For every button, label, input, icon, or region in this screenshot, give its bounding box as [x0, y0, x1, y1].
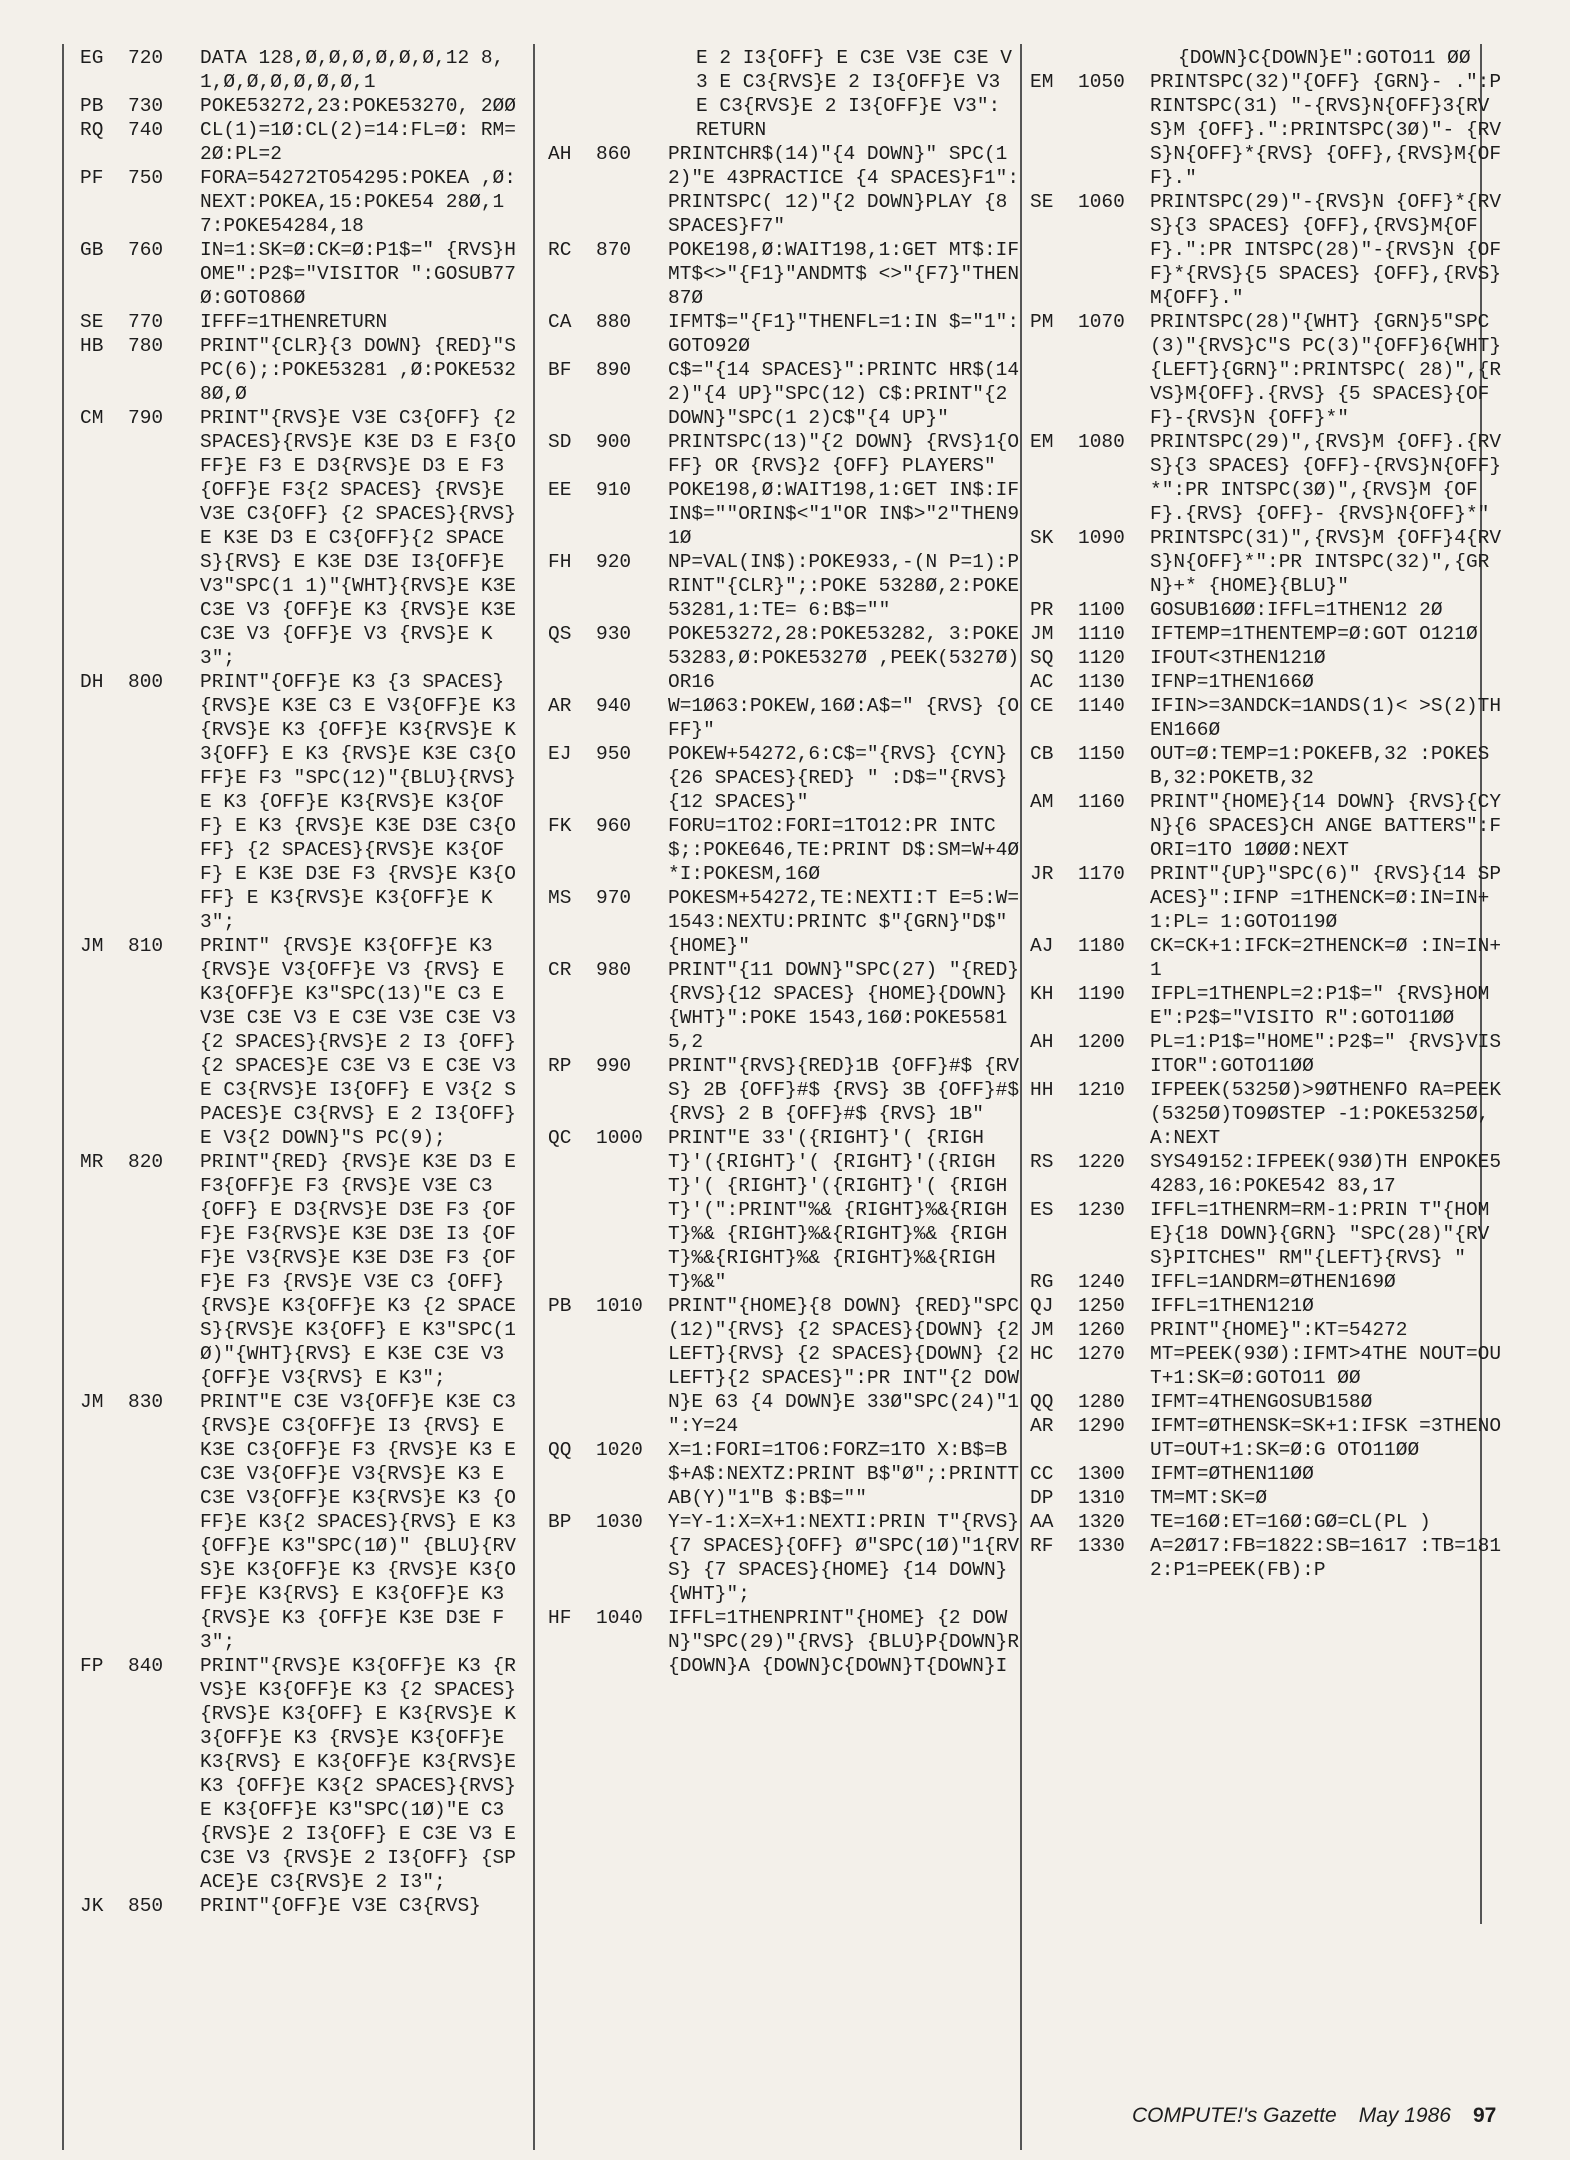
basic-code: IFFL=1THEN121Ø [1150, 1295, 1314, 1317]
line-number: 900 [596, 431, 632, 453]
listing-line [52, 934, 527, 1150]
listing-line [1030, 1270, 1510, 1294]
line-number: 1300 [1078, 1463, 1125, 1485]
basic-code: POKE198,Ø:WAIT198,1:GET IN$:IFIN$=""ORIN$<"1"OR IN$>"2"THEN91Ø [668, 479, 1020, 549]
checksum: CC [1030, 1463, 1054, 1485]
line-number: 810 [128, 935, 164, 957]
line-number: 930 [596, 623, 632, 645]
checksum: PM [1030, 311, 1054, 333]
basic-code: PL=1:P1$="HOME":P2$=" {RVS}VISITOR":GOTO11ØØ [1150, 1031, 1502, 1077]
listing-line [1030, 1150, 1510, 1198]
line-number: 1170 [1078, 863, 1125, 885]
checksum: QJ [1030, 1295, 1054, 1317]
checksum: KH [1030, 983, 1054, 1005]
line-number: 1190 [1078, 983, 1125, 1005]
checksum: CE [1030, 695, 1054, 717]
line-number: 1250 [1078, 1295, 1125, 1317]
checksum: GB [80, 239, 104, 261]
basic-code: POKE53272,28:POKE53282, 3:POKE53283,Ø:POKE5327Ø ,PEEK(5327Ø)OR16 [668, 623, 1020, 693]
basic-code: CL(1)=1Ø:CL(2)=14:FL=Ø: RM=2Ø:PL=2 [200, 119, 516, 165]
line-number: 1220 [1078, 1151, 1125, 1173]
line-number: 1050 [1078, 71, 1125, 93]
line-number: 910 [596, 479, 632, 501]
checksum: RS [1030, 1151, 1054, 1173]
basic-code: NP=VAL(IN$):POKE933,-(N P=1):PRINT"{CLR}";:POKE 5328Ø,2:POKE53281,1:TE= 6:B$="" [668, 551, 1020, 621]
issue-date: May 1986 [1358, 2104, 1451, 2127]
checksum: HF [548, 1607, 572, 1629]
listing-line [1030, 646, 1510, 670]
line-number: 830 [128, 1391, 164, 1413]
line-number: 1310 [1078, 1487, 1125, 1509]
basic-code: IFFL=1THENPRINT"{HOME} {2 DOWN}"SPC(29)"{RVS} {BLU}P{DOWN}R{DOWN}A {DOWN}C{DOWN}T{DOWN}I [668, 1607, 1020, 1677]
line-number: 1290 [1078, 1415, 1125, 1437]
listing-line [52, 670, 527, 934]
listing-line [1030, 190, 1510, 310]
checksum: AR [1030, 1415, 1054, 1437]
basic-code: PRINT"E C3E V3{OFF}E K3E C3 {RVS}E C3{OFF}E I3 {RVS} E K3E C3{OFF}E F3 {RVS}E K3 E C3E V3{OFF}E V3{RVS}E K3 E C3E V3{OFF}E K3{RVS}E K3 {OFF}E K3{2 SPACES}{RVS} E K3{OFF}E K3"SPC(1Ø)" {BLU}{RVS}E K3{OFF}E K3 {RVS}E K3{OFF}E K3{RVS} E K3{OFF}E K3{RVS}E K3 {OFF}E K3E D3E F3"; [200, 1391, 528, 1653]
listing-line [548, 430, 1023, 478]
listing-line [52, 238, 527, 310]
line-number: 1000 [596, 1127, 643, 1149]
listing-line [548, 358, 1023, 430]
basic-code: IFIN>=3ANDCK=1ANDS(1)< >S(2)THEN166Ø [1150, 695, 1502, 741]
checksum: QQ [1030, 1391, 1054, 1413]
line-number: 960 [596, 815, 632, 837]
line-number: 790 [128, 407, 164, 429]
basic-code: PRINT"{OFF}E K3 {3 SPACES}{RVS}E K3E C3 E V3{OFF}E K3 {RVS}E K3 {OFF}E K3{RVS}E K3{OFF} E K3 {RVS}E K3E C3{OFF}E F3 "SPC(12)"{BLU}{RVS}E K3 {OFF}E K3{RVS}E K3{OFF} E K3 {RVS}E K3E D3E C3{OFF} {2 SPACES}{RVS}E K3{OFF} E K3E D3E F3 {RVS}E K3{OFF} E K3{RVS}E K3{OFF}E K3"; [200, 671, 528, 933]
listing-line [1030, 742, 1510, 790]
line-number: 1140 [1078, 695, 1125, 717]
listing-line [548, 478, 1023, 550]
checksum: DH [80, 671, 104, 693]
line-number: 940 [596, 695, 632, 717]
listing-line [1030, 622, 1510, 646]
listing-line [548, 310, 1023, 358]
checksum: DP [1030, 1487, 1054, 1509]
basic-code: IFPL=1THENPL=2:P1$=" {RVS}HOME":P2$="VISITO R":GOTO11ØØ [1150, 983, 1490, 1029]
line-number: 870 [596, 239, 632, 261]
line-number: 1030 [596, 1511, 643, 1533]
line-number: 840 [128, 1655, 164, 1677]
line-number: 1260 [1078, 1319, 1125, 1341]
checksum: EM [1030, 71, 1054, 93]
basic-code: PRINT" {RVS}E K3{OFF}E K3 {RVS}E V3{OFF}E V3 {RVS} E K3{OFF}E K3"SPC(13)"E C3 E V3E C3E V3 E C3E V3E C3E V3 {2 SPACES}{RVS}E 2 I3 {OFF}{2 SPACES}E C3E V3 E C3E V3 E C3{RVS}E I3{OFF} E V3{2 SPACES}E C3{RVS} E 2 I3{OFF}E V3{2 DOWN}"S PC(9); [200, 935, 528, 1149]
page-number: 97 [1472, 2104, 1497, 2127]
checksum: JM [80, 1391, 104, 1413]
line-number: 920 [596, 551, 632, 573]
listing-line [52, 46, 527, 94]
listing-line [52, 406, 527, 670]
line-number: 1090 [1078, 527, 1125, 549]
checksum: AM [1030, 791, 1054, 813]
listing-line [548, 622, 1023, 694]
checksum: QS [548, 623, 572, 645]
basic-code: IFMT=ØTHEN11ØØ [1150, 1463, 1314, 1485]
listing-line [1030, 1294, 1510, 1318]
listing-line [1030, 982, 1510, 1030]
checksum: FP [80, 1655, 104, 1677]
listing-line [52, 118, 527, 166]
listing-line [52, 166, 527, 238]
continued-line: E 2 I3{OFF} E C3E V3E C3E V3 E C3{RVS}E 2 I3{OFF}E V3 E C3{RVS}E 2 I3{OFF}E V3": RETURN [696, 47, 1012, 141]
checksum: AH [1030, 1031, 1054, 1053]
line-number: 730 [128, 95, 164, 117]
basic-code: PRINT"{RVS}E V3E C3{OFF} {2 SPACES}{RVS}E K3E D3 E F3{OFF}E F3 E D3{RVS}E D3 E F3{OFF}E F3{2 SPACES} {RVS}E V3E C3{OFF} {2 SPACES}{RVS}E K3E D3 E C3{OFF}{2 SPACES}{RVS} E K3E D3E I3{OFF}E V3"SPC(1 1)"{WHT}{RVS}E K3E C3E V3 {OFF}E K3 {RVS}E K3E C3E V3 {OFF}E V3 {RVS}E K3"; [200, 407, 528, 669]
checksum: SK [1030, 527, 1054, 549]
checksum: PR [1030, 599, 1054, 621]
listing-line [1030, 1510, 1510, 1534]
checksum: CR [548, 959, 572, 981]
line-number: 1010 [596, 1295, 643, 1317]
checksum: BP [548, 1511, 572, 1533]
line-number: 1150 [1078, 743, 1125, 765]
line-number: 970 [596, 887, 632, 909]
listing-line [548, 1294, 1031, 1438]
listing-line [1030, 526, 1510, 598]
basic-code: IFMT=4THENGOSUB158Ø [1150, 1391, 1373, 1413]
listing-line [1030, 862, 1510, 934]
line-number: 760 [128, 239, 164, 261]
listing-line [548, 694, 1023, 742]
listing-line [1030, 1462, 1510, 1486]
basic-code: PRINT"{RVS}E K3{OFF}E K3 {RVS}E K3{OFF}E K3 {2 SPACES}{RVS}E K3{OFF} E K3{RVS}E K3{OFF}E K3 {RVS}E K3{OFF}E K3{RVS} E K3{OFF}E K3{RVS}E K3 {OFF}E K3{2 SPACES}{RVS} E K3{OFF}E K3"SPC(1Ø)"E C3 {RVS}E 2 I3{OFF} E C3E V3 E C3E V3 {RVS}E 2 I3{OFF} {SPACE}E C3{RVS}E 2 I3"; [200, 1655, 528, 1893]
listing-line [1030, 70, 1510, 190]
line-number: 1060 [1078, 191, 1125, 213]
checksum: AA [1030, 1511, 1054, 1533]
line-number: 820 [128, 1151, 164, 1173]
basic-code: PRINTCHR$(14)"{4 DOWN}" SPC(12)"E 43PRACTICE {4 SPACES}F1":PRINTSPC( 12)"{2 DOWN}PLAY {8 SPACES}F7" [668, 143, 1020, 237]
checksum: CM [80, 407, 104, 429]
basic-code: PRINT"{HOME}":KT=54272 [1150, 1319, 1408, 1341]
listing-line [1030, 1078, 1510, 1150]
basic-code: FORU=1TO2:FORI=1TO12:PR INTC$;:POKE646,TE:PRINT D$:SM=W+4Ø*I:POKESM,16Ø [668, 815, 1020, 885]
basic-code: PRINTSPC(13)"{2 DOWN} {RVS}1{OFF} OR {RVS}2 {OFF} PLAYERS" [668, 431, 1020, 477]
checksum: SE [80, 311, 104, 333]
basic-code: SYS49152:IFPEEK(93Ø)TH ENPOKE54283,16:POKE542 83,17 [1150, 1151, 1502, 1197]
listing-line [548, 742, 1023, 814]
basic-code: C$="{14 SPACES}":PRINTC HR$(142)"{4 UP}"SPC(12) C$:PRINT"{2 DOWN}"SPC(1 2)C$"{4 UP}" [668, 359, 1020, 429]
checksum: AH [548, 143, 572, 165]
listing-line [52, 1894, 527, 1918]
listing-column-1 [52, 46, 527, 1918]
listing-line [1030, 1318, 1510, 1342]
checksum: PF [80, 167, 104, 189]
line-number: 1210 [1078, 1079, 1125, 1101]
listing-line [1030, 310, 1513, 430]
line-number: 990 [596, 1055, 632, 1077]
basic-code: PRINT"{RVS}{RED}1B {OFF}#$ {RVS} 2B {OFF}#$ {RVS} 3B {OFF}#$ {RVS} 2 B {OFF}#$ {RVS} 1B" [668, 1055, 1031, 1125]
listing-line [548, 1510, 1023, 1606]
basic-code: PRINTSPC(29)",{RVS}M {OFF}.{RVS}{3 SPACES} {OFF}-{RVS}N{OFF}*":PR INTSPC(3Ø)",{RVS}M {OFF}.{RVS} {OFF}- {RVS}N{OFF}*" [1150, 431, 1502, 525]
listing-line [1030, 1198, 1510, 1270]
basic-code: POKEW+54272,6:C$="{RVS} {CYN}{26 SPACES}{RED} " :D$="{RVS}{12 SPACES}" [668, 743, 1008, 813]
line-number: 1110 [1078, 623, 1125, 645]
checksum: AC [1030, 671, 1054, 693]
checksum: JM [1030, 1319, 1054, 1341]
line-number: 720 [128, 47, 164, 69]
listing-line [52, 334, 527, 406]
basic-code: POKE198,Ø:WAIT198,1:GET MT$:IFMT$<>"{F1}"ANDMT$ <>"{F7}"THEN87Ø [668, 239, 1020, 309]
listing-column-2 [548, 46, 1031, 1678]
checksum: PB [80, 95, 104, 117]
checksum: QQ [548, 1439, 572, 1461]
checksum: CB [1030, 743, 1054, 765]
basic-code: X=1:FORI=1TO6:FORZ=1TO X:B$=B$+A$:NEXTZ:PRINT B$"Ø";:PRINTTAB(Y)"1"B $:B$="" [668, 1439, 1020, 1509]
checksum: MS [548, 887, 572, 909]
basic-code: IFOUT<3THEN121Ø [1150, 647, 1326, 669]
line-number: 1180 [1078, 935, 1125, 957]
line-number: 780 [128, 335, 164, 357]
basic-code: W=1Ø63:POKEW,16Ø:A$=" {RVS} {OFF}" [668, 695, 1020, 741]
listing-line [548, 238, 1023, 310]
listing-line [548, 1126, 1023, 1294]
line-number: 740 [128, 119, 164, 141]
page-footer [1132, 2104, 1532, 2128]
basic-code: TM=MT:SK=Ø [1150, 1487, 1268, 1509]
basic-code: TE=16Ø:ET=16Ø:GØ=CL(PL ) [1150, 1511, 1431, 1533]
continued-line: {DOWN}C{DOWN}E":GOTO11 ØØ [1178, 47, 1471, 69]
line-number: 1320 [1078, 1511, 1125, 1533]
listing-column-3 [1030, 46, 1513, 1582]
checksum: SQ [1030, 647, 1054, 669]
listing-line [548, 886, 1023, 958]
checksum: EM [1030, 431, 1054, 453]
listing-line [1030, 934, 1510, 982]
basic-code: IFMT=ØTHENSK=SK+1:IFSK =3THENOUT=OUT+1:SK=Ø:G OTO11ØØ [1150, 1415, 1502, 1461]
basic-code: IFFF=1THENRETURN [200, 311, 388, 333]
listing-line [1030, 598, 1510, 622]
checksum: EJ [548, 743, 572, 765]
listing-line [52, 1390, 527, 1654]
checksum: AJ [1030, 935, 1054, 957]
checksum: JR [1030, 863, 1054, 885]
checksum: SD [548, 431, 572, 453]
line-number: 1070 [1078, 311, 1125, 333]
line-number: 750 [128, 167, 164, 189]
column-rule [533, 44, 535, 2150]
basic-code: POKESM+54272,TE:NEXTI:T E=5:W=1543:NEXTU:PRINTC $"{GRN}"D$"{HOME}" [668, 887, 1020, 957]
line-number: 1120 [1078, 647, 1125, 669]
line-number: 770 [128, 311, 164, 333]
basic-code: IFFL=1ANDRM=ØTHEN169Ø [1150, 1271, 1396, 1293]
line-number: 850 [128, 1895, 164, 1917]
basic-code: PRINTSPC(32)"{OFF} {GRN}- .":PRINTSPC(31) "-{RVS}N{OFF}3{RVS}M {OFF}.":PRINTSPC(3Ø)"- {RVS}N{OFF}*{RVS} {OFF},{RVS}M{OFF}." [1150, 71, 1502, 189]
basic-code: PRINTSPC(28)"{WHT} {GRN}5"SPC(3)"{RVS}C"S PC(3)"{OFF}6{WHT} {LEFT}{GRN}":PRINTSPC( 28)",{RVS}M{OFF}.{RVS} {5 SPACES}{OFF}-{RVS}N {OFF}*" [1150, 311, 1513, 429]
line-number: 1200 [1078, 1031, 1125, 1053]
magazine-name: COMPUTE!'s Gazette [1132, 2104, 1337, 2127]
line-number: 1100 [1078, 599, 1125, 621]
checksum: RG [1030, 1271, 1054, 1293]
listing-line [1030, 1486, 1510, 1510]
basic-code: FORA=54272TO54295:POKEA ,Ø:NEXT:POKEA,15:POKE54 28Ø,17:POKE54284,18 [200, 167, 516, 237]
basic-code: PRINT"{11 DOWN}"SPC(27) "{RED}{RVS}{12 SPACES} {HOME}{DOWN}{WHT}":POKE 1543,16Ø:POKE55815,2 [668, 959, 1020, 1053]
listing-line [548, 1438, 1023, 1510]
listing-line [1030, 790, 1510, 862]
basic-code: PRINT"{HOME}{14 DOWN} {RVS}{CYN}{6 SPACES}CH ANGE BATTERS":FORI=1TO 1ØØØ:NEXT [1150, 791, 1502, 861]
basic-code: DATA 128,Ø,Ø,Ø,Ø,Ø,Ø,12 8,1,Ø,Ø,Ø,Ø,Ø,Ø,1 [200, 47, 505, 93]
basic-code: PRINTSPC(29)"-{RVS}N {OFF}*{RVS}{3 SPACES} {OFF},{RVS}M{OFF}.":PR INTSPC(28)"-{RVS}N {OFF}*{RVS}{5 SPACES} {OFF},{RVS}M{OFF}." [1150, 191, 1502, 309]
listing-line [52, 1654, 527, 1894]
listing-line [548, 958, 1023, 1054]
line-number: 860 [596, 143, 632, 165]
listing-line [52, 94, 527, 118]
basic-code: PRINT"{OFF}E V3E C3{RVS} [200, 1895, 481, 1917]
checksum: RP [548, 1055, 572, 1077]
line-number: 800 [128, 671, 164, 693]
listing-line [1030, 694, 1510, 742]
checksum: EG [80, 47, 104, 69]
basic-code: IFNP=1THEN166Ø [1150, 671, 1314, 693]
listing-line [1030, 1534, 1510, 1582]
basic-code: CK=CK+1:IFCK=2THENCK=Ø :IN=IN+1 [1150, 935, 1502, 981]
line-number: 1240 [1078, 1271, 1125, 1293]
basic-code: PRINT"{RED} {RVS}E K3E D3 E F3{OFF}E F3 {RVS}E V3E C3 {OFF} E D3{RVS}E D3E F3 {OFF}E F3{RVS}E K3E D3E I3 {OFF}E V3{RVS}E K3E D3E F3 {OFF}E F3 {RVS}E V3E C3 {OFF} {RVS}E K3{OFF}E K3 {2 SPACES}{RVS}E K3{OFF} E K3"SPC(1Ø)"{WHT}{RVS} E K3E C3E V3{OFF}E V3{RVS} E K3"; [200, 1151, 528, 1389]
basic-code: PRINT"E 33'({RIGHT}'( {RIGHT}'({RIGHT}'( {RIGHT}'({RIGHT}'( {RIGHT}'({RIGHT}'( {RIGHT}'(":PRINT"%& {RIGHT}%&{RIGHT}%& {RIGHT}%&{RIGHT}%& {RIGHT}%&{RIGHT}%& {RIGHT}%&{RIGHT}%&" [668, 1127, 1008, 1293]
line-number: 1230 [1078, 1199, 1125, 1221]
checksum: PB [548, 1295, 572, 1317]
listing-line [1030, 1414, 1510, 1462]
basic-code: Y=Y-1:X=X+1:NEXTI:PRIN T"{RVS}{7 SPACES}{OFF} Ø"SPC(1Ø)"1{RVS} {7 SPACES}{HOME} {14 DOWN}{WHT}"; [668, 1511, 1020, 1605]
basic-code: OUT=Ø:TEMP=1:POKEFB,32 :POKESB,32:POKETB,32 [1150, 743, 1490, 789]
listing-line [1030, 430, 1510, 526]
line-number: 1080 [1078, 431, 1125, 453]
line-number: 1130 [1078, 671, 1125, 693]
line-number: 1040 [596, 1607, 643, 1629]
basic-code: GOSUB16ØØ:IFFL=1THEN12 2Ø [1150, 599, 1443, 621]
line-number: 980 [596, 959, 632, 981]
basic-code: IFTEMP=1THENTEMP=Ø:GOT O121Ø [1150, 623, 1478, 645]
checksum: HB [80, 335, 104, 357]
basic-code: MT=PEEK(93Ø):IFMT>4THE NOUT=OUT+1:SK=Ø:GOTO11 ØØ [1150, 1343, 1502, 1389]
basic-code: PRINT"{UP}"SPC(6)" {RVS}{14 SPACES}":IFNP =1THENCK=Ø:IN=IN+1:PL= 1:GOTO119Ø [1150, 863, 1502, 933]
checksum: JM [80, 935, 104, 957]
checksum: JK [80, 1895, 104, 1917]
line-number: 1280 [1078, 1391, 1125, 1413]
checksum: EE [548, 479, 572, 501]
basic-code: IN=1:SK=Ø:CK=Ø:P1$=" {RVS}HOME":P2$="VISITOR ":GOSUB77Ø:GOTO86Ø [200, 239, 516, 309]
listing-line [52, 1150, 527, 1390]
listing-line [1030, 1030, 1510, 1078]
line-number: 1330 [1078, 1535, 1125, 1557]
basic-code: PRINT"{CLR}{3 DOWN} {RED}"SPC(6);:POKE53281 ,Ø:POKE5328Ø,Ø [200, 335, 516, 405]
basic-code: IFFL=1THENRM=RM-1:PRIN T"{HOME}{18 DOWN}{GRN} "SPC(28)"{RVS}PITCHES" RM"{LEFT}{RVS} " [1150, 1199, 1490, 1269]
listing-line [1030, 670, 1510, 694]
line-number: 1160 [1078, 791, 1125, 813]
line-number: 890 [596, 359, 632, 381]
listing-line [1030, 1342, 1510, 1390]
basic-code: IFMT$="{F1}"THENFL=1:IN $="1":GOTO92Ø [668, 311, 1020, 357]
checksum: RF [1030, 1535, 1054, 1557]
listing-line [548, 1054, 1031, 1126]
basic-code: PRINTSPC(31)",{RVS}M {OFF}4{RVS}N{OFF}*":PR INTSPC(32)",{GRN}+* {HOME}{BLU}" [1150, 527, 1502, 597]
basic-code: PRINT"{HOME}{8 DOWN} {RED}"SPC(12)"{RVS} {2 SPACES}{DOWN} {2 LEFT}{RVS} {2 SPACES}{DOWN} {2 LEFT}{2 SPACES}":PR INT"{2 DOWN}E 63 {4 DOWN}E 33Ø"SPC(24)"1 ":Y=24 [668, 1295, 1031, 1437]
line-number: 1020 [596, 1439, 643, 1461]
listing-line [548, 550, 1023, 622]
line-number: 880 [596, 311, 632, 333]
line-number: 1270 [1078, 1343, 1125, 1365]
listing-line [548, 814, 1023, 886]
listing-line [1030, 1390, 1510, 1414]
listing-line [548, 142, 1023, 238]
line-number: 950 [596, 743, 632, 765]
checksum: BF [548, 359, 572, 381]
checksum: QC [548, 1127, 572, 1149]
checksum: JM [1030, 623, 1054, 645]
listing-line [548, 1606, 1023, 1678]
checksum: ES [1030, 1199, 1054, 1221]
checksum: CA [548, 311, 572, 333]
checksum: MR [80, 1151, 104, 1173]
checksum: RC [548, 239, 572, 261]
checksum: FH [548, 551, 572, 573]
checksum: FK [548, 815, 572, 837]
checksum: AR [548, 695, 572, 717]
checksum: HH [1030, 1079, 1054, 1101]
basic-code: POKE53272,23:POKE53270, 2ØØ [200, 95, 516, 117]
checksum: SE [1030, 191, 1054, 213]
listing-line [52, 310, 527, 334]
basic-code: A=2Ø17:FB=1822:SB=1617 :TB=1812:P1=PEEK(FB):P [1150, 1535, 1502, 1581]
basic-code: IFPEEK(5325Ø)>9ØTHENFO RA=PEEK(5325Ø)TO9ØSTEP -1:POKE5325Ø,A:NEXT [1150, 1079, 1502, 1149]
checksum: HC [1030, 1343, 1054, 1365]
checksum: RQ [80, 119, 104, 141]
